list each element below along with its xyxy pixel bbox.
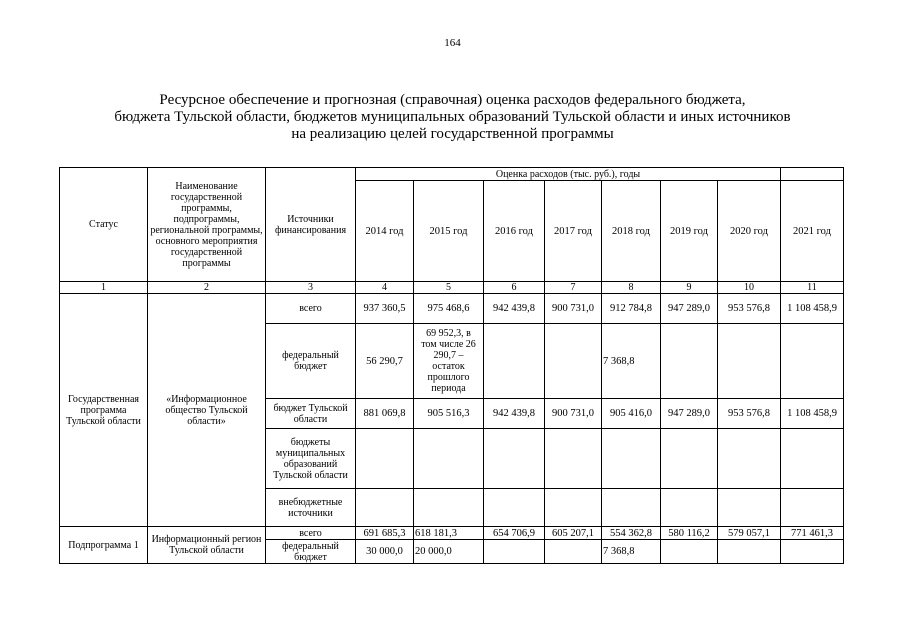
value-cell: 947 289,0 (661, 399, 718, 429)
value-cell: 905 516,3 (414, 399, 484, 429)
value-cell (545, 489, 602, 527)
value-cell: 953 576,8 (718, 294, 781, 324)
value-cell (545, 324, 602, 399)
value-cell (484, 540, 545, 564)
value-cell (545, 540, 602, 564)
header-name: Наименование государственной программы, подпрограммы, региональной программы, основного мероприятия государственной программы (148, 168, 266, 282)
value-cell (781, 429, 844, 489)
title-line-2: бюджета Тульской области, бюджетов муниципальных образований Тульской области и иных источников (114, 109, 791, 125)
subprogram-name: Информационный регион Тульской области (148, 527, 266, 564)
header-year: 2021 год (781, 181, 844, 282)
column-number: 6 (484, 282, 545, 294)
value-cell: 900 731,0 (545, 399, 602, 429)
value-cell (414, 429, 484, 489)
header-status: Статус (60, 168, 148, 282)
value-cell: 605 207,1 (545, 527, 602, 540)
header-estimate-extra (781, 168, 844, 181)
header-year: 2020 год (718, 181, 781, 282)
value-cell: 1 108 458,9 (781, 294, 844, 324)
value-cell: 947 289,0 (661, 294, 718, 324)
value-cell (661, 429, 718, 489)
value-cell (602, 489, 661, 527)
table-row (60, 294, 844, 324)
value-cell (484, 429, 545, 489)
program-status: Государственная программа Тульской области (60, 294, 148, 527)
title-line-1: Ресурсное обеспечение и прогнозная (справочная) оценка расходов федерального бюджета, (159, 92, 746, 108)
column-number-row (60, 282, 844, 294)
value-cell (545, 429, 602, 489)
value-cell: 580 116,2 (661, 527, 718, 540)
source-cell: всего (266, 527, 356, 540)
column-number: 11 (781, 282, 844, 294)
column-number: 5 (414, 282, 484, 294)
value-cell (718, 429, 781, 489)
value-cell (718, 324, 781, 399)
header-row (60, 168, 844, 181)
value-cell (661, 540, 718, 564)
value-cell (414, 489, 484, 527)
subprogram-status: Подпрограмма 1 (60, 527, 148, 564)
document-title (60, 92, 845, 143)
value-cell: 654 706,9 (484, 527, 545, 540)
value-cell-note: 69 952,3, в том числе 26 290,7 – остаток прошлого периода (414, 324, 484, 399)
value-cell: 7 368,8 (602, 324, 661, 399)
value-cell: 56 290,7 (356, 324, 414, 399)
header-estimate: Оценка расходов (тыс. руб.), годы (356, 168, 781, 181)
source-cell: федеральный бюджет (266, 540, 356, 564)
column-number: 7 (545, 282, 602, 294)
program-name: «Информационное общество Тульской области» (148, 294, 266, 527)
source-cell: бюджет Тульской области (266, 399, 356, 429)
table-row (60, 527, 844, 540)
value-cell: 771 461,3 (781, 527, 844, 540)
column-number: 10 (718, 282, 781, 294)
value-cell: 900 731,0 (545, 294, 602, 324)
value-cell (602, 429, 661, 489)
column-number: 9 (661, 282, 718, 294)
value-cell: 618 181,3 (414, 527, 484, 540)
column-number: 1 (60, 282, 148, 294)
value-cell: 30 000,0 (356, 540, 414, 564)
header-year: 2014 год (356, 181, 414, 282)
value-cell: 912 784,8 (602, 294, 661, 324)
header-year: 2019 год (661, 181, 718, 282)
value-cell (356, 489, 414, 527)
value-cell (781, 324, 844, 399)
value-cell: 953 576,8 (718, 399, 781, 429)
value-cell: 691 685,3 (356, 527, 414, 540)
value-cell (661, 324, 718, 399)
column-number: 3 (266, 282, 356, 294)
source-cell: внебюджетные источники (266, 489, 356, 527)
value-cell: 942 439,8 (484, 294, 545, 324)
value-cell: 975 468,6 (414, 294, 484, 324)
header-year: 2017 год (545, 181, 602, 282)
value-cell (781, 540, 844, 564)
value-cell: 1 108 458,9 (781, 399, 844, 429)
budget-table (59, 167, 844, 564)
header-year: 2016 год (484, 181, 545, 282)
header-year: 2015 год (414, 181, 484, 282)
header-year: 2018 год (602, 181, 661, 282)
value-cell (718, 540, 781, 564)
value-cell: 905 416,0 (602, 399, 661, 429)
title-line-3: на реализацию целей государственной программы (291, 126, 614, 142)
source-cell: федеральный бюджет (266, 324, 356, 399)
value-cell (781, 489, 844, 527)
value-cell: 20 000,0 (414, 540, 484, 564)
value-cell: 942 439,8 (484, 399, 545, 429)
value-cell (356, 429, 414, 489)
source-cell: всего (266, 294, 356, 324)
value-cell: 881 069,8 (356, 399, 414, 429)
page-number: 164 (444, 37, 461, 49)
source-cell: бюджеты муниципальных образований Тульской области (266, 429, 356, 489)
value-cell: 937 360,5 (356, 294, 414, 324)
column-number: 2 (148, 282, 266, 294)
value-cell: 7 368,8 (602, 540, 661, 564)
value-cell (661, 489, 718, 527)
value-cell (484, 324, 545, 399)
value-cell (484, 489, 545, 527)
column-number: 8 (602, 282, 661, 294)
column-number: 4 (356, 282, 414, 294)
value-cell: 554 362,8 (602, 527, 661, 540)
header-sources: Источники финансирования (266, 168, 356, 282)
value-cell: 579 057,1 (718, 527, 781, 540)
value-cell (718, 489, 781, 527)
